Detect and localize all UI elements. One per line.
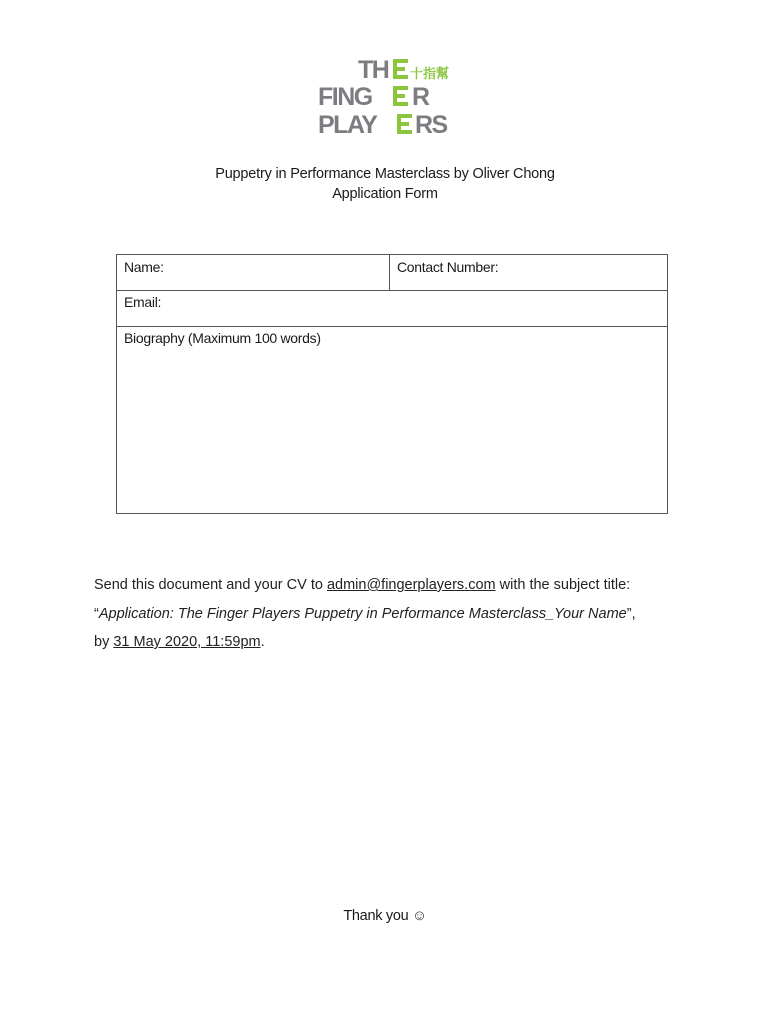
instruction-text: with the subject title: [495,577,631,593]
email-field[interactable] [117,290,667,326]
submission-instructions [94,571,714,657]
svg-text:RS: RS [415,111,447,136]
biography-field[interactable] [117,326,667,513]
form-row-biography [117,326,667,513]
email-label: Email: [124,294,162,310]
svg-text:FING: FING [318,83,372,111]
the-finger-players-logo [318,54,454,136]
instruction-text: by [94,634,114,650]
smiley-icon: ☺ [412,908,427,924]
thank-you-note [0,908,770,924]
logo-chinese-text: 十指幫 [410,67,450,82]
document-header [0,164,770,204]
subject-title: Application: The Finger Players Puppetry in Performance Masterclass_Your Name [98,605,627,622]
instruction-line-3 [94,628,714,657]
deadline: 31 May 2020, 11:59pm [113,634,261,650]
form-row-name-contact [117,255,667,291]
email-link[interactable]: admin@fingerplayers.com [326,577,496,593]
contact-number-field[interactable] [390,255,667,290]
contact-number-label: Contact Number: [397,259,499,275]
thank-you-text: Thank you [343,908,409,924]
instruction-line-1 [94,571,714,600]
quote-mark: “ [94,605,99,622]
name-field[interactable] [117,255,390,290]
name-label: Name: [124,259,164,275]
biography-label: Biography (Maximum 100 words) [124,330,321,346]
svg-text:TH: TH [358,56,389,84]
instruction-line-2 [94,600,714,629]
svg-text:R: R [412,83,429,111]
form-row-email [117,290,667,327]
instruction-text: Send this document and your CV to [94,577,327,593]
page-title: Puppetry in Performance Masterclass by Oliver Chong [215,166,555,182]
svg-text:PLAY: PLAY [318,111,377,136]
application-form-table [116,254,668,514]
page-subtitle: Application Form [332,186,438,202]
instruction-text: . [260,634,265,650]
quote-mark: ”, [626,605,636,622]
